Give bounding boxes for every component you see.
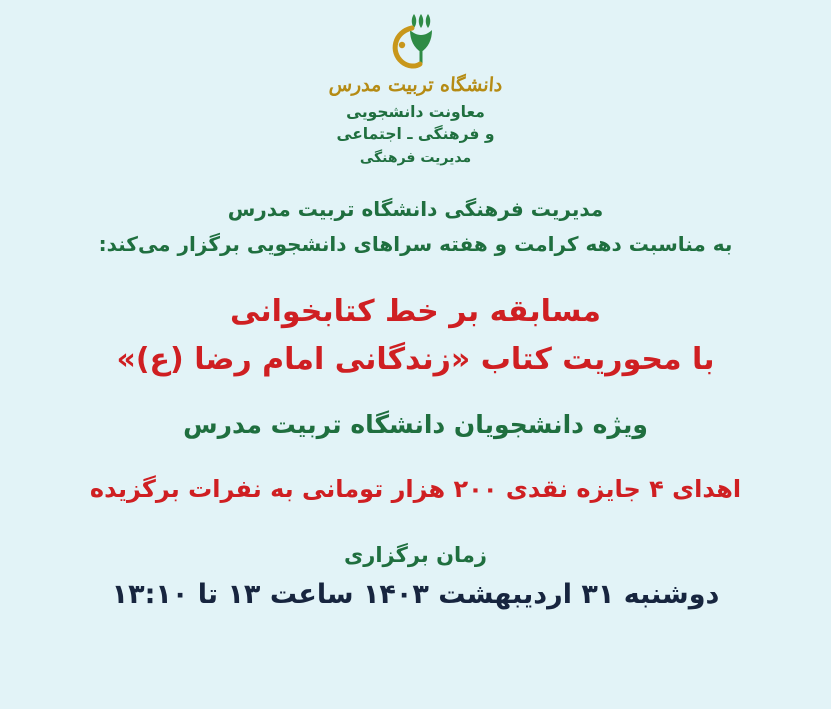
university-logo-block — [266, 8, 566, 168]
intro-line-2: به مناسبت دهه کرامت و هفته سراهای دانشجویی برگزار می‌کند: — [98, 232, 733, 257]
logo-script-title: دانشگاه تربیت مدرس — [328, 74, 503, 96]
logo-org-line-3: مدیریت فرهنگی — [359, 149, 472, 166]
logo-org-line-2: و فرهنگی ـ اجتماعی — [336, 125, 495, 144]
intro-line-1: مدیریت فرهنگی دانشگاه تربیت مدرس — [227, 197, 604, 222]
headline-line-2: با محوریت کتاب «زندگانی امام رضا (ع)» — [116, 342, 715, 378]
intro-text — [99, 192, 733, 262]
headline-line-1: مسابقه بر خط کتابخوانی — [230, 294, 601, 330]
audience-text: ویژه دانشجویان دانشگاه تربیت مدرس — [183, 410, 648, 440]
logo-org-line-1: معاونت دانشجویی — [346, 103, 485, 121]
schedule-label: زمان برگزاری — [344, 543, 487, 568]
headline-text — [116, 288, 714, 384]
logo-org-lines — [337, 101, 495, 168]
schedule-value: دوشنبه ۳۱ اردیبهشت ۱۴۰۳ ساعت ۱۳ تا ۱۳:۱۰ — [111, 579, 720, 611]
prize-text: اهدای ۴ جایزه نقدی ۲۰۰ هزار تومانی به نفرات برگزیده — [89, 475, 742, 504]
tarbiat-modares-university-emblem-icon — [368, 8, 464, 74]
